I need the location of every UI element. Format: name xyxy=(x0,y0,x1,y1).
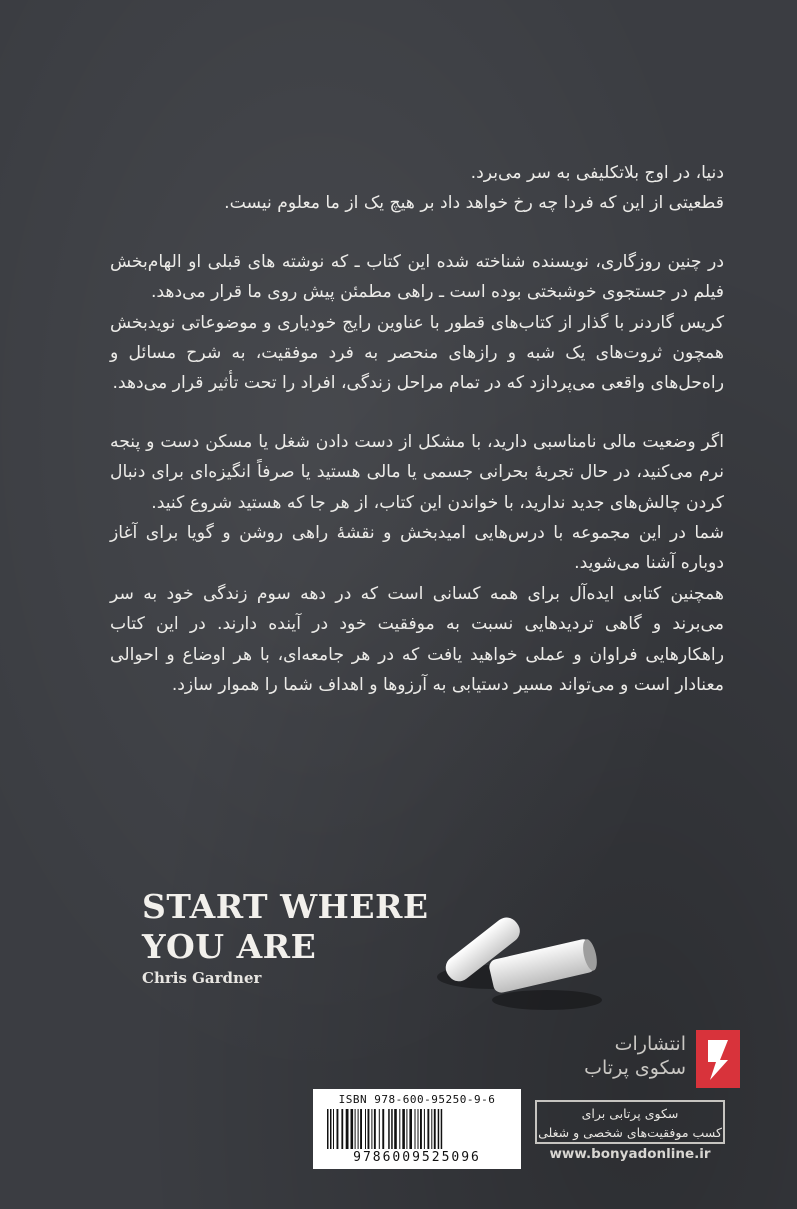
isbn-label: ISBN 978-600-95250-9-6 xyxy=(338,1093,496,1106)
barcode-bar xyxy=(346,1109,349,1149)
barcode-bar xyxy=(438,1109,440,1149)
chalk-pieces-icon xyxy=(422,905,602,1015)
publisher-tagline xyxy=(535,1100,725,1144)
publisher-website[interactable]: www.bonyadonline.ir xyxy=(549,1146,711,1162)
barcode-bar xyxy=(415,1109,416,1149)
barcode-bar xyxy=(388,1109,390,1149)
publisher-tagline-line-1: سکوی پرتابی برای xyxy=(581,1106,679,1121)
barcode-bar xyxy=(355,1109,356,1149)
barcode-bar xyxy=(368,1109,370,1149)
barcode-bar xyxy=(333,1109,334,1149)
blurb-text xyxy=(110,158,724,701)
blurb-paragraph-4: اگر وضعیت مالی نامناسبی دارید، با مشکل از دست دادن شغل یا مسکن دست و پنجه نرم می‌کنید، در حال تجربهٔ بحرانی جسمی یا مالی هستید یا صرفاً انگیزه‌ای برای دنبال کردن چالش‌های جدید ندارید، با خواندن این کتاب، از هر جا که هستید شروع کنید. xyxy=(110,431,724,513)
blurb-paragraph-6: همچنین کتابی ایده‌آل برای همه کسانی است که در دهه سوم زندگی خود به سر می‌برند و گاهی تردیدهایی نسبت به موفقیت خود در آینده دارند. در این کتاب راهکارهایی فراوان و عملی خواهید یافت که در هر جامعه‌ای، با هر اوضاع و احوالی معنادار است و می‌تواند مسیر دستیابی به آرزوها و اهداف شما را هموار سازد. xyxy=(110,583,724,696)
barcode-bar xyxy=(406,1109,407,1149)
barcode-bar xyxy=(371,1109,372,1149)
english-title xyxy=(142,887,462,967)
publisher-name-line-1: انتشارات xyxy=(614,1033,686,1055)
barcode-label xyxy=(313,1089,521,1169)
blurb-paragraph-1: دنیا، در اوج بلاتکلیفی به سر می‌برد. قطعیتی از این که فردا چه رخ خواهد داد بر هیچ یک از ما معلوم نیست. xyxy=(224,163,724,214)
barcode-bar xyxy=(351,1109,354,1149)
barcode-bar xyxy=(394,1109,397,1149)
barcode-bar xyxy=(391,1109,393,1149)
english-author: Chris Gardner xyxy=(142,969,262,987)
publisher-tagline-line-2: کسب موفقیت‌های شخصی و شغلی xyxy=(538,1125,722,1140)
barcode-icon xyxy=(325,1109,509,1149)
barcode-bar xyxy=(409,1109,412,1149)
publisher-name xyxy=(516,1032,686,1080)
barcode-bar xyxy=(341,1109,343,1149)
blurb-paragraph-2: در چنین روزگاری، نویسنده شناخته شده این کتاب ـ که نوشته های قبلی او الهام‌بخش فیلم در جستجوی خوشبختی بوده است ـ راهی مطمئن پیش روی ما قرار می‌دهد. xyxy=(110,251,724,303)
barcode-bar xyxy=(424,1109,425,1149)
barcode-bar xyxy=(434,1109,436,1149)
barcode-bar xyxy=(402,1109,405,1149)
barcode-bar xyxy=(399,1109,400,1149)
barcode-bar xyxy=(365,1109,366,1149)
barcode-bar xyxy=(358,1109,359,1149)
publisher-block xyxy=(520,1030,740,1090)
barcode-bar xyxy=(431,1109,432,1149)
barcode-bar xyxy=(374,1109,376,1149)
barcode-bar xyxy=(441,1109,443,1149)
publisher-logo-icon xyxy=(696,1030,740,1088)
english-title-line-1: START WHERE xyxy=(142,887,429,926)
barcode-bar xyxy=(379,1109,380,1149)
barcode-bar xyxy=(337,1109,339,1149)
barcode-bar xyxy=(360,1109,362,1149)
barcode-bar xyxy=(330,1109,332,1149)
barcode-bar xyxy=(327,1109,329,1149)
barcode-number: 9786009525096 xyxy=(353,1150,481,1165)
barcode-bar xyxy=(418,1109,419,1149)
blurb-paragraph-5: شما در این مجموعه با درس‌هایی امیدبخش و نقشهٔ راهی روشن و گویا برای آغاز دوباره آشنا می‌شوید. xyxy=(110,523,724,574)
publisher-name-line-2: سکوی پرتاب xyxy=(584,1057,686,1079)
barcode-bar xyxy=(382,1109,384,1149)
english-title-line-2: YOU ARE xyxy=(142,927,317,966)
barcode-bar xyxy=(427,1109,429,1149)
blurb-paragraph-3: کریس گاردنر با گذار از کتاب‌های قطور با عناوین رایج خودیاری و موضوعاتی نویدبخش همچون ثروت‌های یک شبه و رازهای منحصر به فرد موفقیت، به شرح مسائل و راه‌حل‌های واقعی می‌پردازد که در تمام مراحل زندگی، افراد را تحت تأثیر قرار می‌دهد. xyxy=(110,312,724,394)
barcode-bar xyxy=(420,1109,422,1149)
